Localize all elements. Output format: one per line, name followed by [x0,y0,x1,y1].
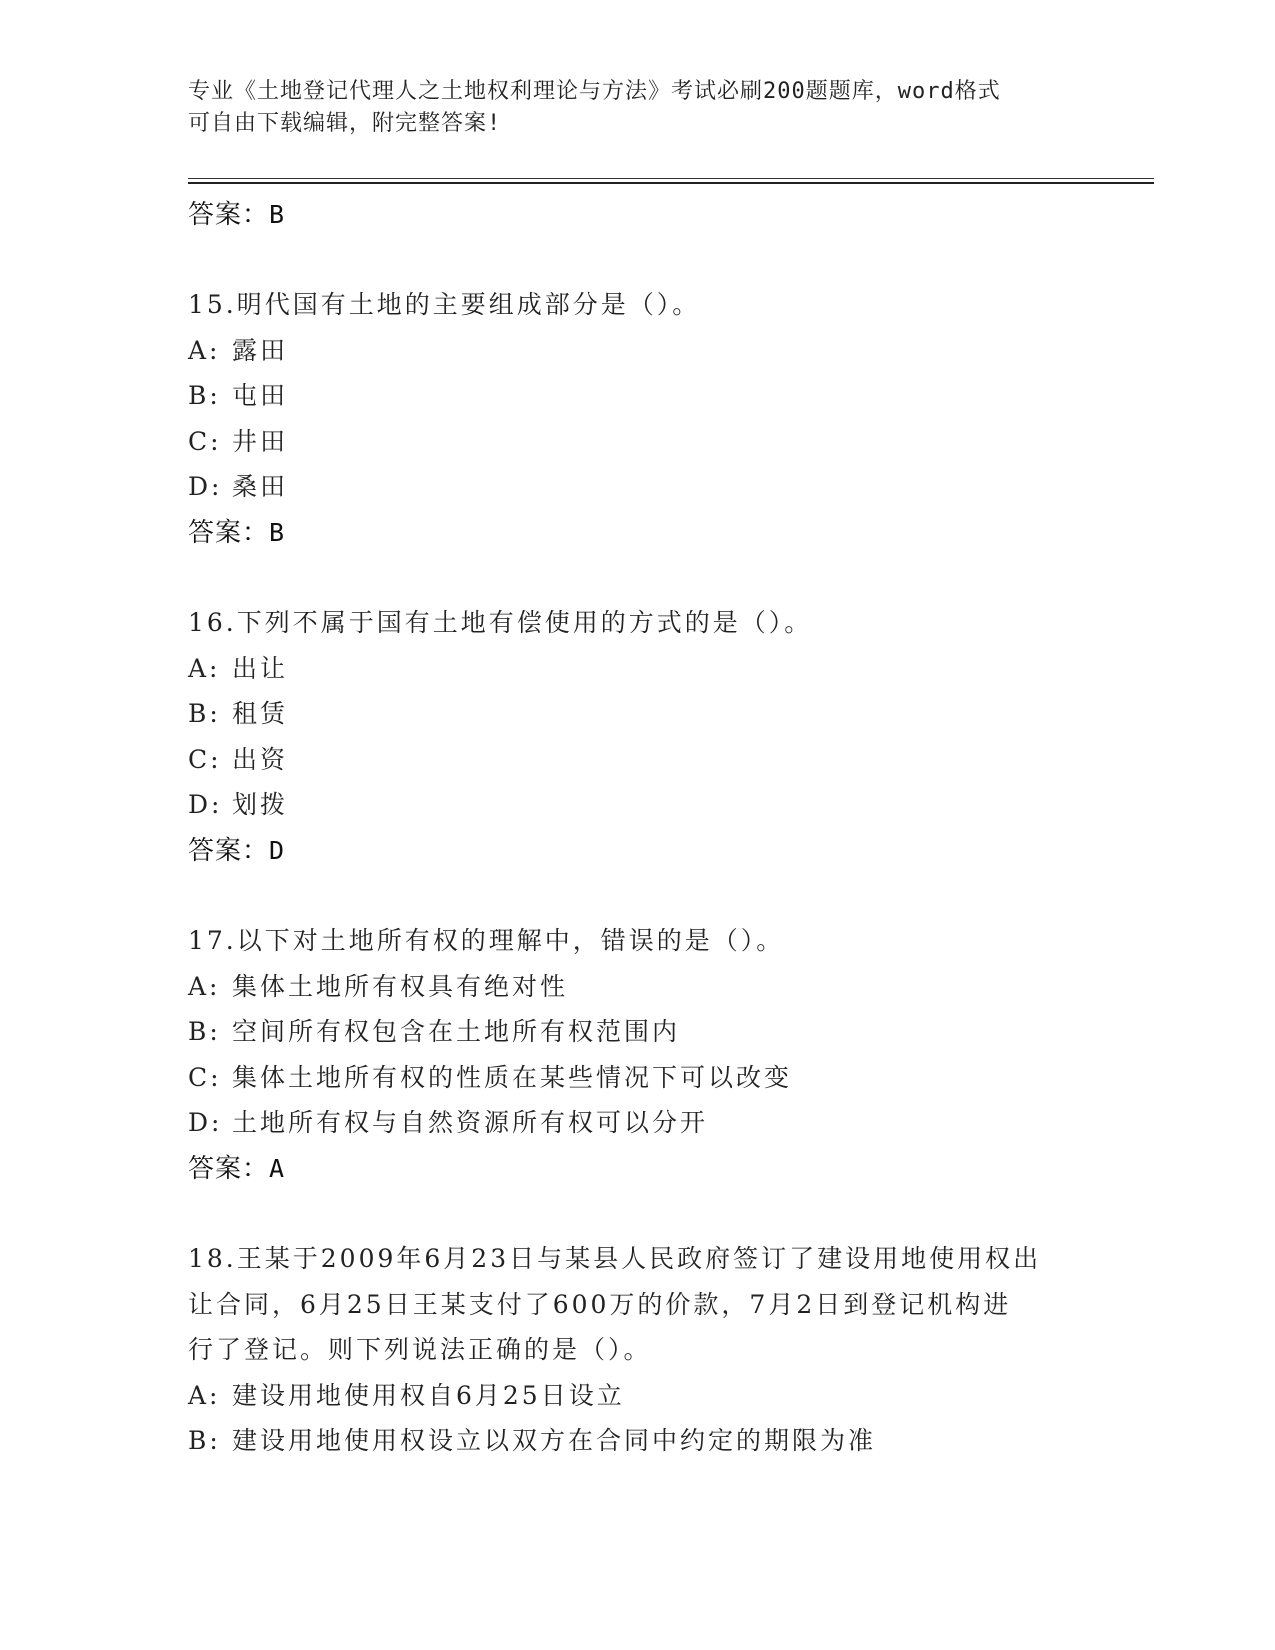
option-text: 空间所有权包含在土地所有权范围内 [232,1017,681,1047]
option-text: 露田 [232,335,289,365]
question-text: 16.下列不属于国有土地有偿使用的方式的是（）。 [188,607,813,637]
answer-value: B [269,200,286,229]
option-key: C: [188,1062,222,1092]
spacer [188,238,1088,282]
option-a [188,964,1088,1010]
question-16 [188,600,1088,874]
header-divider-thin [188,178,1154,179]
option-key: A: [188,335,221,365]
header-title-line-1: 专业《土地登记代理人之土地权利理论与方法》考试必刷200题题库，word格式 [188,79,1001,104]
option-text: 井田 [232,426,289,456]
option-c [188,419,1088,465]
answer-label: 答案： [188,200,270,230]
option-key: B: [188,699,221,729]
option-b [188,1009,1088,1055]
option-text: 租赁 [232,699,289,729]
answer-value: D [269,835,286,865]
option-b [188,1418,1088,1464]
answer-label: 答案： [188,517,270,548]
option-key: B: [188,1017,221,1047]
question-text-line-1: 18.王某于2009年6月23日与某县人民政府签订了建设用地使用权出 [188,1243,1042,1273]
question-18 [188,1236,1088,1464]
question-text-line-3: 行了登记。则下列说法正确的是（）。 [188,1335,652,1365]
option-d [188,464,1088,510]
question-text: 17.以下对土地所有权的理解中，错误的是（）。 [188,925,785,955]
page-header [188,76,1068,140]
option-b [188,373,1088,419]
option-d [188,1100,1088,1146]
question-17 [188,918,1088,1192]
option-key: A: [188,1380,221,1410]
answer-line [188,1146,1088,1192]
option-b [188,691,1088,737]
question-text-line-2: 让合同，6月25日王某支付了600万的价款，7月2日到登记机构进 [188,1289,1012,1319]
option-text: 集体土地所有权具有绝对性 [232,971,569,1001]
option-text: 建设用地使用权自6月25日设立 [232,1380,625,1410]
option-text: 屯田 [232,381,289,411]
option-text: 土地所有权与自然资源所有权可以分开 [232,1108,709,1138]
question-text: 15.明代国有土地的主要组成部分是（）。 [188,290,701,319]
option-key: A: [188,653,221,683]
header-divider-thick [188,182,1154,184]
question-15 [188,282,1088,556]
option-text: 出让 [232,653,289,683]
header-title-line-2: 可自由下载编辑，附完整答案! [188,111,502,136]
previous-answer [188,192,1088,238]
answer-value: B [269,517,286,547]
option-text: 建设用地使用权设立以双方在合同中约定的期限为准 [232,1426,877,1456]
option-key: D: [188,472,223,502]
option-text: 划拨 [232,790,289,820]
spacer [188,1192,1088,1236]
option-text: 集体土地所有权的性质在某些情况下可以改变 [232,1062,793,1092]
option-text: 出资 [232,744,289,774]
option-a [188,328,1088,374]
option-key: D: [188,1108,223,1138]
option-d [188,782,1088,828]
option-c [188,737,1088,783]
option-a [188,646,1088,692]
option-c [188,1055,1088,1101]
answer-value: A [269,1153,286,1183]
question-content [188,192,1088,1464]
option-key: B: [188,381,221,411]
answer-label: 答案： [188,835,270,866]
answer-line [188,510,1088,556]
option-a [188,1373,1088,1419]
option-key: B: [188,1426,221,1456]
spacer [188,556,1088,600]
spacer [188,874,1088,918]
option-key: D: [188,790,223,820]
option-key: C: [188,744,222,774]
option-key: A: [188,971,221,1001]
answer-line [188,828,1088,874]
option-text: 桑田 [232,472,289,502]
option-key: C: [188,426,222,456]
answer-label: 答案： [188,1153,270,1184]
